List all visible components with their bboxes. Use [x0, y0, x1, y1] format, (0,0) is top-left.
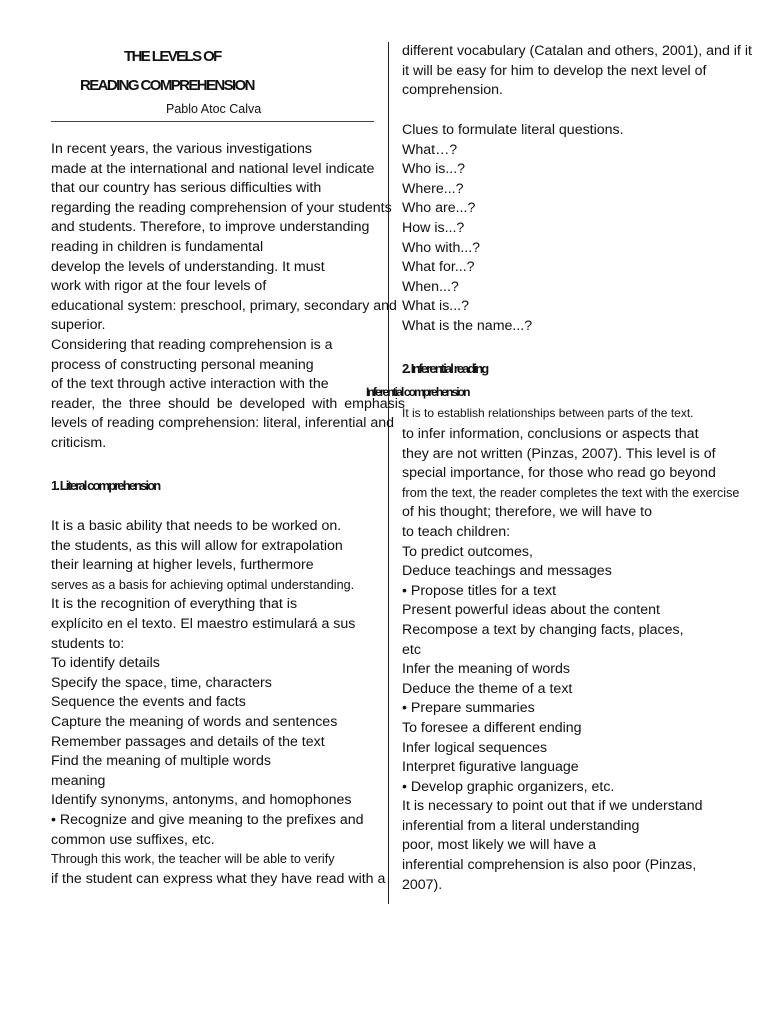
question-item: What…?	[402, 141, 458, 158]
section-subheading-inferential: Inferential comprehension	[366, 385, 469, 399]
text-line: from the text, the reader completes the text with the exercise	[402, 485, 740, 500]
text-line: common use suffixes, etc.	[51, 831, 215, 848]
text-line: students to:	[51, 635, 125, 652]
literal-section-body	[51, 517, 387, 889]
text-line: It is a basic ability that needs to be worked on.	[51, 518, 342, 534]
text-line: Remember passages and details of the text	[51, 733, 325, 750]
text-line: to infer information, conclusions or aspects that	[402, 426, 699, 442]
text-line: To foresee a different ending	[402, 719, 582, 736]
text-line: Find the meaning of multiple words	[51, 753, 272, 770]
text-line: that our country has serious difficulties with	[51, 180, 322, 197]
text-line: if the student can express what they have read with a	[51, 870, 386, 887]
text-line: explícito en el texto. El maestro estimulará a sus	[51, 615, 356, 632]
text-line: they are not written (Pinzas, 2007). This level is of	[402, 445, 716, 462]
text-line: Specify the space, time, characters	[51, 674, 272, 691]
text-line: Identify synonyms, antonyms, and homophones	[51, 792, 352, 809]
text-line: Deduce the theme of a text	[402, 680, 573, 697]
literal-question-clues	[402, 121, 742, 337]
text-line: Considering that reading comprehension is a	[51, 336, 333, 353]
text-line: to teach children:	[402, 523, 511, 540]
text-line: superior.	[51, 317, 106, 334]
text-line: reader, the three should be developed with emphasis	[51, 395, 405, 412]
clues-heading: Clues to formulate literal questions.	[402, 122, 624, 138]
text-line: develop the levels of understanding. It must	[51, 258, 325, 275]
text-line: meaning	[51, 772, 106, 789]
text-line: To identify details	[51, 655, 160, 672]
text-line: Sequence the events and facts	[51, 694, 246, 711]
text-line: work with rigor at the four levels of	[51, 278, 267, 295]
question-item: What for...?	[402, 259, 475, 276]
text-line: of his thought; therefore, we will have to	[402, 504, 652, 521]
text-line: and students. Therefore, to improve understanding	[51, 219, 370, 236]
text-line: • Develop graphic organizers, etc.	[402, 778, 615, 795]
question-item: What is the name...?	[402, 317, 533, 334]
text-line: Infer the meaning of words	[402, 661, 570, 678]
text-line: poor, most likely we will have a	[402, 837, 596, 854]
document-title-line-1: THE LEVELS OF	[124, 48, 221, 65]
text-line: etc	[402, 641, 421, 658]
question-item: Who are...?	[402, 200, 476, 217]
title-divider	[51, 121, 374, 122]
text-line: Capture the meaning of words and sentences	[51, 713, 338, 730]
text-line: • Prepare summaries	[402, 700, 535, 717]
text-line: Infer logical sequences	[402, 739, 548, 756]
section-heading-literal: 1. Literal comprehension	[51, 478, 160, 493]
text-line: of the text through active interaction with the	[51, 376, 329, 393]
question-item: What is...?	[402, 298, 470, 315]
text-line: their learning at higher levels, furthermore	[51, 557, 314, 574]
text-line: It is the recognition of everything that is	[51, 596, 298, 613]
text-line: In recent years, the various investigations	[51, 141, 313, 157]
text-line: educational system: preschool, primary, secondary and	[51, 297, 397, 314]
text-line: regarding the reading comprehension of your students	[51, 199, 392, 216]
text-line: made at the international and national level indicate	[51, 160, 375, 177]
text-line: Recompose a text by changing facts, places,	[402, 621, 684, 638]
text-line: levels of reading comprehension: literal, inferential and	[51, 415, 395, 432]
document-title-line-2: READING COMPREHENSION	[80, 77, 254, 94]
text-line: Deduce teachings and messages	[402, 563, 612, 580]
text-line: Through this work, the teacher will be able to verify	[51, 852, 335, 867]
author-name: Pablo Atoc Calva	[166, 102, 262, 116]
text-line: different vocabulary (Catalan and others, 2001), and if it	[402, 43, 752, 59]
question-item: Where...?	[402, 180, 464, 197]
question-item: Who is...?	[402, 161, 466, 178]
inferential-section-body	[402, 425, 752, 895]
text-line: the students, as this will allow for extrapolation	[51, 537, 343, 554]
text-line: criticism.	[51, 434, 107, 451]
inferential-first-line: It is to establish relationships between parts of the text.	[402, 406, 694, 420]
text-line: Interpret figurative language	[402, 759, 579, 776]
text-line: comprehension.	[402, 82, 503, 99]
question-item: How is...?	[402, 219, 465, 236]
text-line: inferential from a literal understanding	[402, 817, 640, 834]
text-line: special importance, for those who read go beyond	[402, 465, 716, 482]
text-line: process of constructing personal meaning	[51, 356, 314, 373]
question-item: When...?	[402, 278, 459, 295]
text-line: it will be easy for him to develop the next level of	[402, 62, 707, 79]
intro-paragraph	[51, 140, 405, 454]
text-line: • Propose titles for a text	[402, 582, 557, 599]
text-line: inferential comprehension is also poor (Pinzas,	[402, 857, 697, 874]
text-line: serves as a basis for achieving optimal understanding.	[51, 577, 355, 592]
question-item: Who with...?	[402, 239, 481, 256]
text-line: • Recognize and give meaning to the prefixes and	[51, 811, 364, 828]
text-line: reading in children is fundamental	[51, 238, 264, 255]
text-line: Present powerful ideas about the content	[402, 602, 660, 619]
text-line: To predict outcomes,	[402, 543, 533, 560]
text-line: It is necessary to point out that if we understand	[402, 798, 703, 815]
section-heading-inferential: 2. Inferential reading	[402, 361, 488, 376]
text-line: 2007).	[402, 876, 443, 893]
continued-paragraph	[402, 42, 752, 101]
